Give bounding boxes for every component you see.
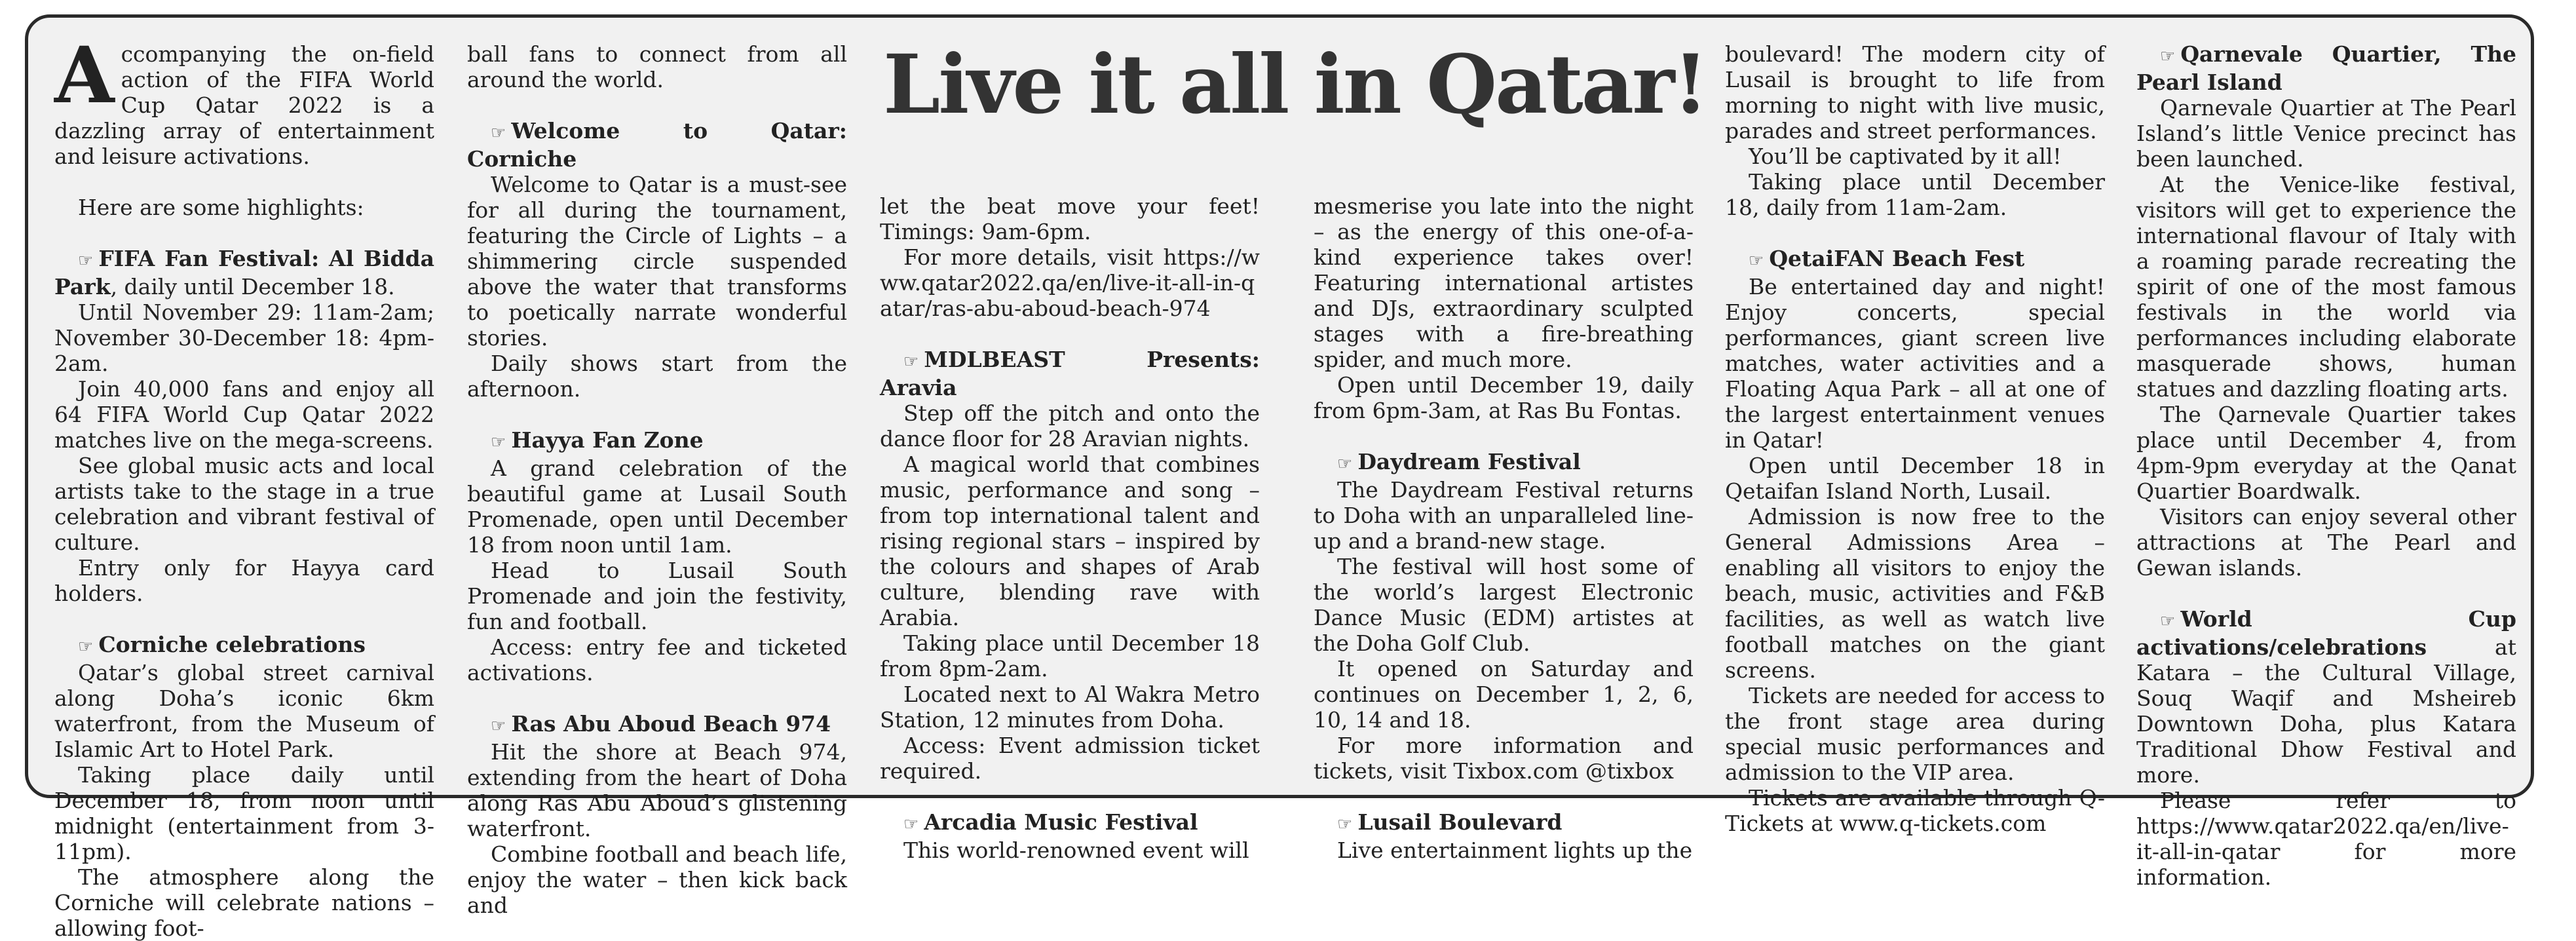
pointing-hand-icon: ☞ (1337, 815, 1353, 834)
column-5 (1725, 41, 2105, 836)
paragraph: Access: Event admission ticket required. (880, 733, 1260, 784)
paragraph: Taking place until December 18, daily from 11am-2am. (1725, 169, 2105, 220)
paragraph: Daily shows start from the afternoon. (467, 351, 847, 402)
pointing-hand-icon: ☞ (78, 251, 94, 271)
column-6 (2136, 41, 2516, 890)
paragraph: Join 40,000 fans and enjoy all 64 FIFA World Cup Qatar 2022 matches live on the mega-screens. (54, 376, 434, 453)
paragraph: A grand celebration of the beautiful game at Lusail South Promenade, open until December 18 from noon until 1am. (467, 455, 847, 558)
column-4 (1314, 193, 1694, 863)
paragraph: Live entertainment lights up the (1337, 837, 1693, 863)
column-1 (54, 29, 434, 941)
paragraph: Head to Lusail South Promenade and join the festivity, fun and football. (467, 558, 847, 634)
highlights-text: Here are some highlights: (78, 195, 364, 220)
paragraph: It opened on Saturday and continues on December 1, 2, 6, 10, 14 and 18. (1314, 656, 1694, 733)
paragraph: At the Venice-like festival, visitors will get to experience the international flavour of Italy with a roaming parade recreating the spirit of one of the most famous festivals in the world via performances including elaborate masquerade shows, human statues and dazzling floating arts. (2136, 172, 2516, 402)
paragraph: let the beat move your feet! Timings: 9am-6pm. (880, 193, 1260, 244)
paragraph: Combine football and beach life, enjoy the water – then kick back and (467, 841, 847, 918)
paragraph: Open until December 18 in Qetaifan Island North, Lusail. (1725, 453, 2105, 504)
pointing-hand-icon: ☞ (2160, 611, 2176, 631)
paragraph: mesmerise you late into the night – as the energy of this one-of-a-kind experience takes over! Featuring international artistes and DJs, extraordinary sculpted stages with a fire-breathing spider, and much more. (1314, 193, 1694, 372)
paragraph: Be entertained day and night! Enjoy concerts, special performances, giant screen live matches, water activities and a Floating Aqua Park – all at one of the largest entertainment venues in Qatar! (1725, 274, 2105, 453)
paragraph: For more details, visit https://www.qatar2022.qa/en/live-it-all-in-qatar/ras-abu-aboud-beach-974 (880, 244, 1260, 321)
lusail-heading: ☞ Lusail Boulevard (1337, 809, 1563, 835)
paragraph: For more information and tickets, visit Tixbox.com @tixbox (1314, 733, 1694, 784)
welcome-heading: ☞ Welcome to Qatar: Corniche (467, 118, 847, 172)
article-panel (25, 14, 2534, 941)
pointing-hand-icon: ☞ (903, 352, 919, 372)
paragraph: Visitors can enjoy several other attractions at The Pearl and Gewan islands. (2136, 504, 2516, 581)
paragraph: Open until December 19, daily from 6pm-3am, at Ras Bu Fontas. (1314, 372, 1694, 423)
column-3 (880, 193, 1260, 863)
paragraph: Tickets are needed for access to the front stage area during special music performances and admission to the VIP area. (1725, 683, 2105, 785)
paragraph: Welcome to Qatar is a must-see for all during the tournament, featuring the Circle of Lights – a shimmering circle suspended above the water that transforms to poetically narrate wonderful stories. (467, 172, 847, 351)
paragraph: Located next to Al Wakra Metro Station, 12 minutes from Doha. (880, 682, 1260, 733)
pointing-hand-icon: ☞ (78, 637, 94, 657)
corniche-heading: ☞ Corniche celebrations (78, 632, 366, 657)
qetaifan-heading: ☞ QetaiFAN Beach Fest (1749, 246, 2025, 271)
paragraph: Taking place daily until December 18, from noon until midnight (entertainment from 3-11pm). (54, 762, 434, 864)
paragraph: The Daydream Festival returns to Doha with an unparalleled line-up and a brand-new stage. (1314, 477, 1694, 554)
paragraph: ball fans to connect from all around the world. (467, 41, 847, 92)
arcadia-heading: ☞ Arcadia Music Festival (903, 809, 1198, 835)
pointing-hand-icon: ☞ (2160, 47, 2176, 66)
daydream-heading: ☞ Daydream Festival (1337, 449, 1581, 474)
paragraph: The festival will host some of the world’s largest Electronic Dance Music (EDM) artistes at the Doha Golf Club. (1314, 554, 1694, 656)
pointing-hand-icon: ☞ (1337, 454, 1353, 474)
paragraph: Qarnevale Quartier at The Pearl Island’s little Venice precinct has been launched. (2136, 95, 2516, 172)
paragraph: This world-renowned event will (903, 837, 1249, 863)
qarnevale-heading: ☞ Qarnevale Quartier, The Pearl Island (2136, 41, 2516, 95)
pointing-hand-icon: ☞ (491, 432, 506, 452)
column-2 (467, 41, 847, 918)
drop-cap: A (54, 29, 115, 121)
pointing-hand-icon: ☞ (491, 123, 506, 143)
page-title: Live it all in Qatar! (883, 37, 1707, 132)
paragraph: Admission is now free to the General Admissions Area – enabling all visitors to enjoy the beach, music, activities and F&B facilities, as well as watch live football matches on the giant screens. (1725, 504, 2105, 683)
paragraph: A magical world that combines music, performance and song – from top international talent and rising regional stars – inspired by the colours and shapes of Arab culture, blending rave with Arabia. (880, 451, 1260, 630)
paragraph: Until November 29: 11am-2am; November 30-December 18: 4pm-2am. (54, 299, 434, 376)
pointing-hand-icon: ☞ (1749, 251, 1764, 271)
mdlbeast-heading: ☞ MDLBEAST Presents: Aravia (880, 347, 1260, 400)
fan-festival-heading: ☞ FIFA Fan Festival: Al Bidda Park, daily until December 18. (54, 246, 434, 299)
paragraph: Entry only for Hayya card holders. (54, 555, 434, 606)
paragraph: Access: entry fee and ticketed activations. (467, 634, 847, 685)
pointing-hand-icon: ☞ (903, 815, 919, 834)
paragraph: The atmosphere along the Corniche will celebrate nations – allowing foot- (54, 864, 434, 941)
intro-paragraph (54, 29, 434, 169)
paragraph: Please refer to https://www.qatar2022.qa/en/live-it-all-in-qatar for more information. (2136, 788, 2516, 890)
paragraph: Qatar’s global street carnival along Doha’s iconic 6km waterfront, from the Museum of Islamic Art to Hotel Park. (54, 660, 434, 762)
paragraph: The Qarnevale Quartier takes place until December 4, from 4pm-9pm everyday at the Qanat Quartier Boardwalk. (2136, 402, 2516, 504)
world-cup-heading: ☞ World Cup activations/celebrations at Katara – the Cultural Village, Souq Waqif and Msheireb Downtown Doha, plus Katara Traditional Dhow Festival and more. (2136, 606, 2516, 788)
paragraph: Tickets are available through Q-Tickets at www.q-tickets.com (1725, 785, 2105, 836)
paragraph: See global music acts and local artists take to the stage in a true celebration and vibrant festival of culture. (54, 453, 434, 555)
paragraph: boulevard! The modern city of Lusail is brought to life from morning to night with live music, parades and street performances. (1725, 41, 2105, 144)
intro-text: ccompanying the on-field action of the FIFA World Cup Qatar 2022 is a dazzling array of entertainment and leisure activations. (54, 41, 434, 169)
paragraph: Hit the shore at Beach 974, extending from the heart of Doha along Ras Abu Aboud’s glistening waterfront. (467, 739, 847, 841)
hayya-heading: ☞ Hayya Fan Zone (491, 427, 704, 453)
paragraph: Taking place until December 18 from 8pm-2am. (880, 630, 1260, 682)
paragraph: You’ll be captivated by it all! (1749, 144, 2062, 169)
paragraph: Step off the pitch and onto the dance floor for 28 Aravian nights. (880, 400, 1260, 451)
pointing-hand-icon: ☞ (491, 716, 506, 736)
ras-heading: ☞ Ras Abu Aboud Beach 974 (491, 711, 831, 737)
